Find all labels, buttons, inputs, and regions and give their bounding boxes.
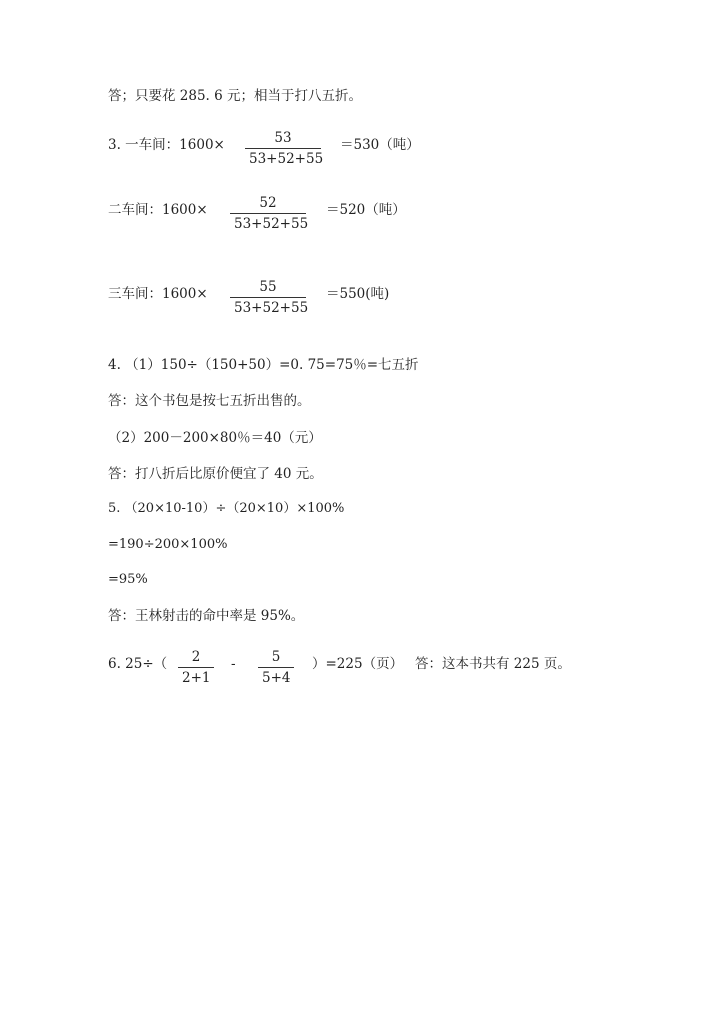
q6-fraction2 bbox=[258, 649, 294, 686]
q3-row2-numerator: 52 bbox=[259, 195, 277, 211]
q3-row1-label: 3. 一车间：1600× bbox=[108, 137, 225, 153]
q6-suffix: ）=225（页） bbox=[312, 656, 404, 672]
q6-fraction2-denominator: 5+4 bbox=[258, 667, 294, 686]
q5-answer: 答：王林射击的命中率是 95%。 bbox=[108, 608, 305, 624]
q4-answer1: 答：这个书包是按七五折出售的。 bbox=[108, 393, 311, 409]
q3-row3-denominator: 53+52+55 bbox=[230, 297, 306, 316]
q6-answer: 答：这本书共有 225 页。 bbox=[415, 656, 571, 672]
q3-row3-numerator: 55 bbox=[259, 279, 277, 295]
q3-row2-denominator: 53+52+55 bbox=[230, 213, 306, 232]
answer-line-q2: 答；只要花 285. 6 元；相当于打八五折。 bbox=[108, 88, 363, 104]
q5-line3: =95% bbox=[108, 572, 148, 587]
q6-fraction2-numerator: 5 bbox=[271, 649, 281, 665]
q6-fraction1-denominator: 2+1 bbox=[178, 667, 214, 686]
q3-row2-label: 二车间：1600× bbox=[108, 202, 208, 218]
q3-row3-label: 三车间：1600× bbox=[108, 286, 208, 302]
q3-row3-result: ＝550(吨) bbox=[326, 286, 390, 302]
q3-row3-fraction bbox=[230, 279, 309, 316]
q6-prefix: 6. 25÷（ bbox=[108, 656, 168, 672]
q4-line2: （2）200－200×80％＝40（元） bbox=[108, 430, 322, 446]
q3-row1-fraction bbox=[245, 130, 324, 167]
q4-line1: 4. （1）150÷（150+50）=0. 75=75％=七五折 bbox=[108, 357, 419, 373]
q3-row2-fraction bbox=[230, 195, 309, 232]
q5-line2: =190÷200×100% bbox=[108, 537, 228, 552]
q3-row1-numerator: 53 bbox=[274, 130, 292, 146]
q5-line1: 5. （20×10-10）÷（20×10）×100% bbox=[108, 501, 345, 516]
q3-row1-result: ＝530（吨） bbox=[340, 137, 420, 153]
q6-fraction1-numerator: 2 bbox=[191, 649, 201, 665]
q3-row1-denominator: 53+52+55 bbox=[245, 148, 321, 167]
q4-answer2: 答：打八折后比原价便宜了 40 元。 bbox=[108, 466, 323, 482]
q6-minus: - bbox=[231, 656, 236, 672]
q6-fraction1 bbox=[178, 649, 214, 686]
q3-row2-result: ＝520（吨） bbox=[326, 202, 406, 218]
